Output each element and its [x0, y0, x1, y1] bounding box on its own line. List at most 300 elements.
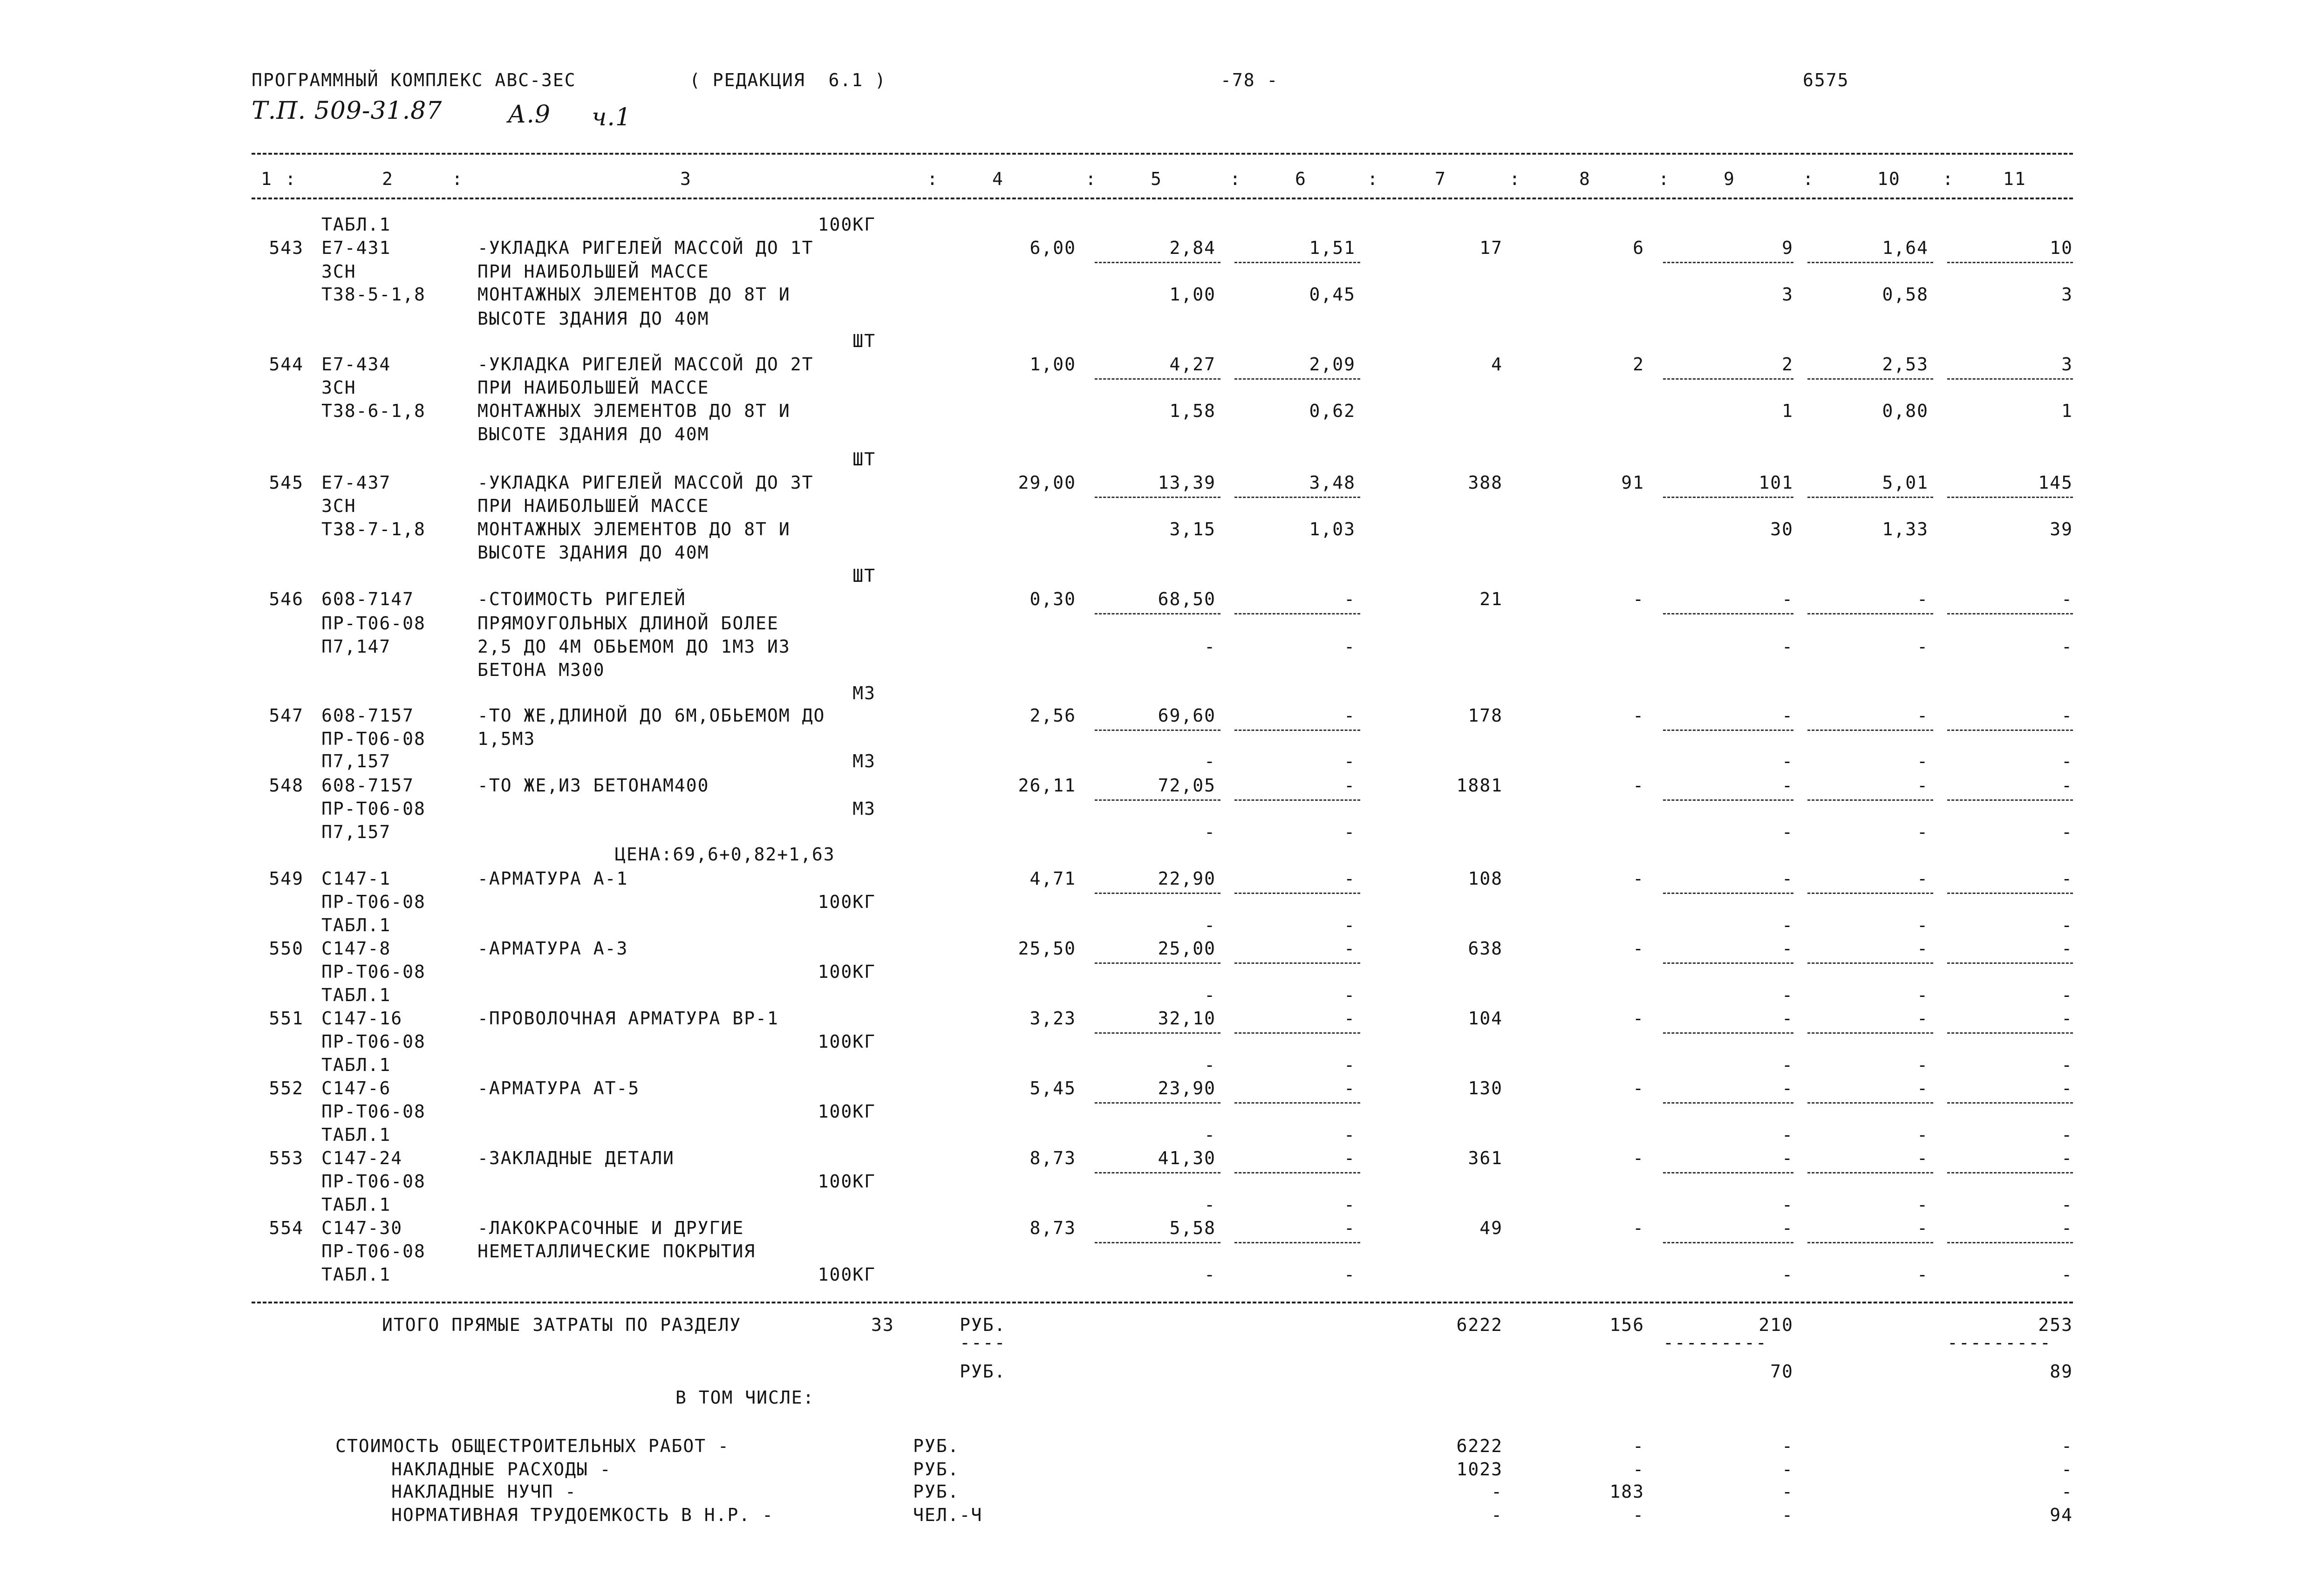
- handwritten-album: А.9: [508, 101, 551, 129]
- cell-c9: -: [1782, 751, 1793, 771]
- cell-c11: -: [2061, 1125, 2073, 1145]
- cell-c9: -: [1782, 775, 1793, 796]
- cell-c4: 26,11: [1018, 775, 1076, 796]
- cell-c10: -: [1917, 985, 1929, 1005]
- cell-c9: -: [1782, 1148, 1793, 1168]
- column-separator: :: [452, 169, 464, 189]
- cell-c4: 8,73: [1029, 1148, 1076, 1168]
- cell-code: 3СН: [321, 377, 356, 398]
- cell-desc: -ТО ЖЕ,ДЛИНОЙ ДО 6М,ОБЬЕМОМ ДО: [477, 705, 825, 726]
- cell-c7: 4: [1491, 354, 1503, 375]
- cell-unit: ШТ: [852, 331, 876, 351]
- subtotal-divider: [1663, 613, 1793, 614]
- subtotal-divider: [1234, 497, 1360, 498]
- cell-c5: 1,00: [1169, 284, 1216, 305]
- cell-c4: 3,23: [1029, 1008, 1076, 1029]
- subtotal-divider: [1947, 1172, 2073, 1173]
- column-header-5: 5: [1151, 169, 1162, 189]
- cell-c10: -: [1917, 1218, 1929, 1238]
- cell-unit: 100КГ: [818, 1031, 876, 1052]
- cell-unit: 100КГ: [818, 962, 876, 982]
- cell-c9: -: [1782, 1078, 1793, 1098]
- cell-c7: 1881: [1456, 775, 1503, 796]
- summary-col7: 1023: [1456, 1459, 1503, 1480]
- cell-c4: 25,50: [1018, 938, 1076, 959]
- subtotal-divider: [1234, 799, 1360, 801]
- cell-c9: -: [1782, 1125, 1793, 1145]
- subtotal-divider: [1807, 613, 1933, 614]
- cell-code: 3СН: [321, 496, 356, 516]
- cell-desc: -УКЛАДКА РИГЕЛЕЙ МАССОЙ ДО 1Т: [477, 238, 814, 258]
- cell-code: С147-16: [321, 1008, 403, 1029]
- cell-c5: 25,00: [1158, 938, 1216, 959]
- subtotal-divider: [1663, 1172, 1793, 1173]
- cell-no: 553: [269, 1148, 304, 1168]
- summary-label: НАКЛАДНЫЕ НУЧП -: [391, 1481, 577, 1502]
- cell-c8: 2: [1633, 354, 1644, 375]
- cell-c5: -: [1204, 1194, 1216, 1215]
- subtotal-divider: [1947, 378, 2073, 380]
- subtotal-divider: [1947, 262, 2073, 263]
- subtotal-divider: [1663, 497, 1793, 498]
- cell-c8: -: [1633, 1078, 1644, 1098]
- cell-c5: 5,58: [1169, 1218, 1216, 1238]
- cell-code: Е7-434: [321, 354, 391, 375]
- cell-c5: 1,58: [1169, 401, 1216, 421]
- cell-c11: -: [2061, 751, 2073, 771]
- subtotal-divider: [1807, 893, 1933, 894]
- cell-code: П7,157: [321, 751, 391, 771]
- cell-c6: -: [1344, 1078, 1356, 1098]
- cell-no: 548: [269, 775, 304, 796]
- column-header-6: 6: [1295, 169, 1307, 189]
- cell-c10: -: [1917, 1148, 1929, 1168]
- subtotal-divider: [1234, 378, 1360, 380]
- cell-code: Т38-7-1,8: [321, 519, 426, 539]
- cell-c11: -: [2061, 1078, 2073, 1098]
- cell-desc: -АРМАТУРА АТ-5: [477, 1078, 640, 1098]
- cell-code: ТАБЛ.1: [321, 1264, 391, 1285]
- subtotal-divider: [1947, 1102, 2073, 1104]
- cell-c8: 6: [1633, 238, 1644, 258]
- cell-code: ТАБЛ.1: [321, 1055, 391, 1075]
- column-separator: :: [1367, 169, 1379, 189]
- cell-c10: -: [1917, 915, 1929, 935]
- summary-unit: РУБ.: [913, 1436, 960, 1456]
- total-currency: РУБ.: [960, 1315, 1006, 1335]
- subtotal-divider: [1947, 1242, 2073, 1243]
- subtotal-divider: [1947, 799, 2073, 801]
- cell-c9: 30: [1770, 519, 1793, 539]
- summary-col9: -: [1782, 1505, 1793, 1525]
- cell-c11: -: [2061, 1194, 2073, 1215]
- cell-c5: -: [1204, 822, 1216, 842]
- total-currency-2: РУБ.: [960, 1361, 1006, 1382]
- cell-c11: -: [2061, 1008, 2073, 1029]
- summary-col8: -: [1633, 1505, 1644, 1525]
- subtotal-divider: [1947, 962, 2073, 964]
- total-col11: 253: [2038, 1315, 2073, 1335]
- cell-code: ПР-Т06-08: [321, 1171, 426, 1192]
- subtotal-divider: [1234, 1242, 1360, 1243]
- cell-c9: -: [1782, 1264, 1793, 1285]
- cell-unit: 100КГ: [818, 1171, 876, 1192]
- document-number: 6575: [1803, 70, 1849, 90]
- cell-c8: -: [1633, 589, 1644, 609]
- cell-code: ТАБЛ.1: [321, 1125, 391, 1145]
- subtotal-divider: [1663, 893, 1793, 894]
- cell-c5: 69,60: [1158, 705, 1216, 726]
- subtotal-divider: [1095, 1102, 1220, 1104]
- cell-no: 552: [269, 1078, 304, 1098]
- cell-desc: -УКЛАДКА РИГЕЛЕЙ МАССОЙ ДО 3Т: [477, 472, 814, 493]
- subtotal-divider: [1095, 613, 1220, 614]
- cell-c7: 130: [1468, 1078, 1503, 1098]
- cell-desc: -ЛАКОКРАСОЧНЫЕ И ДРУГИЕ: [477, 1218, 744, 1238]
- column-header-1: 1: [261, 169, 273, 189]
- cell-no: 547: [269, 705, 304, 726]
- cell-unit: М3: [852, 751, 876, 771]
- cell-c11: 1: [2061, 401, 2073, 421]
- cell-c4: 29,00: [1018, 472, 1076, 493]
- cell-c10: -: [1917, 1008, 1929, 1029]
- column-header-9: 9: [1724, 169, 1735, 189]
- cell-desc: МОНТАЖНЫХ ЭЛЕМЕНТОВ ДО 8Т И: [477, 519, 791, 539]
- cell-c6: -: [1344, 985, 1356, 1005]
- cell-code: ПР-Т06-08: [321, 1031, 426, 1052]
- cell-c11: -: [2061, 868, 2073, 889]
- summary-unit: ЧЕЛ.-Ч: [913, 1505, 983, 1525]
- cell-c6: -: [1344, 938, 1356, 959]
- cell-c9: -: [1782, 705, 1793, 726]
- cell-c6: -: [1344, 822, 1356, 842]
- cell-c5: -: [1204, 915, 1216, 935]
- summary-col8: -: [1633, 1436, 1644, 1456]
- cell-no: 551: [269, 1008, 304, 1029]
- cell-no: 545: [269, 472, 304, 493]
- cell-c9: -: [1782, 1008, 1793, 1029]
- cell-unit: М3: [852, 683, 876, 703]
- subtotal-divider: [1234, 1102, 1360, 1104]
- column-separator: :: [285, 169, 297, 189]
- cell-c11: -: [2061, 1264, 2073, 1285]
- subtotal-divider: [1807, 262, 1933, 263]
- cell-c10: 0,58: [1882, 284, 1929, 305]
- cell-c6: -: [1344, 751, 1356, 771]
- cell-code: ПР-Т06-08: [321, 613, 426, 634]
- cell-c4: 1,00: [1029, 354, 1076, 375]
- total-col7: 6222: [1456, 1315, 1503, 1335]
- cell-c11: 145: [2038, 472, 2073, 493]
- cell-code: 3СН: [321, 261, 356, 282]
- cell-c5: 41,30: [1158, 1148, 1216, 1168]
- summary-col7: -: [1491, 1481, 1503, 1502]
- total-col9: 210: [1759, 1315, 1793, 1335]
- cell-c11: -: [2061, 1218, 2073, 1238]
- cell-c5: 2,84: [1169, 238, 1216, 258]
- cell-c11: 39: [2050, 519, 2073, 539]
- column-header-11: 11: [2003, 169, 2026, 189]
- cell-c8: -: [1633, 938, 1644, 959]
- edition-label: ( РЕДАКЦИЯ 6.1 ): [689, 70, 886, 90]
- cell-c11: 10: [2050, 238, 2073, 258]
- cell-c9: -: [1782, 589, 1793, 609]
- subtotal-divider: [1947, 1032, 2073, 1034]
- cell-unit: 100КГ: [818, 1101, 876, 1122]
- cell-c6: -: [1344, 1194, 1356, 1215]
- cell-c4: 0,30: [1029, 589, 1076, 609]
- cell-code: ПР-Т06-08: [321, 1101, 426, 1122]
- summary-col9: -: [1782, 1481, 1793, 1502]
- cell-c8: -: [1633, 1218, 1644, 1238]
- cell-c8: -: [1633, 868, 1644, 889]
- cell-c9: 1: [1782, 401, 1793, 421]
- cell-c11: -: [2061, 705, 2073, 726]
- cell-c8: -: [1633, 1008, 1644, 1029]
- cell-c11: -: [2061, 589, 2073, 609]
- cell-c5: -: [1204, 1264, 1216, 1285]
- header-bottom-rule: [252, 198, 2073, 199]
- cell-c11: -: [2061, 1148, 2073, 1168]
- cell-desc: -ПРОВОЛОЧНАЯ АРМАТУРА ВР-1: [477, 1008, 779, 1029]
- cell-unit: 100КГ: [818, 214, 876, 235]
- cell-c9: -: [1782, 636, 1793, 657]
- column-separator: :: [1230, 169, 1241, 189]
- subtotal-divider: [1663, 730, 1793, 731]
- column-header-8: 8: [1579, 169, 1591, 189]
- cell-code: С147-1: [321, 868, 391, 889]
- summary-label: СТОИМОСТЬ ОБЩЕСТРОИТЕЛЬНЫХ РАБОТ -: [335, 1436, 729, 1456]
- cell-c9: -: [1782, 868, 1793, 889]
- subtotal-divider: [1234, 893, 1360, 894]
- column-separator: :: [1803, 169, 1814, 189]
- total-col11-b: 89: [2050, 1361, 2073, 1382]
- summary-col11: -: [2061, 1481, 2073, 1502]
- cell-c7: 108: [1468, 868, 1503, 889]
- cell-c9: -: [1782, 915, 1793, 935]
- cell-c10: -: [1917, 1264, 1929, 1285]
- column-separator: :: [1509, 169, 1521, 189]
- subtotal-divider: [1095, 1032, 1220, 1034]
- cell-c9: 2: [1782, 354, 1793, 375]
- cell-code: Т38-5-1,8: [321, 284, 426, 305]
- cell-desc: -УКЛАДКА РИГЕЛЕЙ МАССОЙ ДО 2Т: [477, 354, 814, 375]
- cell-c5: -: [1204, 1125, 1216, 1145]
- subtotal-divider: [1663, 962, 1793, 964]
- column-separator: :: [927, 169, 939, 189]
- subtotal-divider: [1807, 962, 1933, 964]
- subtotal-divider: [1807, 1242, 1933, 1243]
- cell-c10: -: [1917, 589, 1929, 609]
- cell-c7: 17: [1479, 238, 1503, 258]
- cell-c4: 5,45: [1029, 1078, 1076, 1098]
- cell-c5: -: [1204, 751, 1216, 771]
- cell-c5: 68,50: [1158, 589, 1216, 609]
- cell-c6: 0,62: [1309, 401, 1356, 421]
- price-formula: ЦЕНА:69,6+0,82+1,63: [615, 844, 835, 865]
- cell-c11: -: [2061, 1055, 2073, 1075]
- cell-c4: 2,56: [1029, 705, 1076, 726]
- cell-c5: 32,10: [1158, 1008, 1216, 1029]
- cell-c6: -: [1344, 915, 1356, 935]
- summary-label: НОРМАТИВНАЯ ТРУДОЕМКОСТЬ В Н.Р. -: [391, 1505, 774, 1525]
- cell-code: С147-24: [321, 1148, 403, 1168]
- summary-label: НАКЛАДНЫЕ РАСХОДЫ -: [391, 1459, 612, 1480]
- subtotal-divider: [1095, 730, 1220, 731]
- cell-desc: -АРМАТУРА А-3: [477, 938, 628, 959]
- handwritten-project-code: Т.П. 509-31.87: [252, 97, 443, 125]
- cell-c11: -: [2061, 938, 2073, 959]
- total-col8: 156: [1609, 1315, 1644, 1335]
- cell-c4: 6,00: [1029, 238, 1076, 258]
- cell-code: ПР-Т06-08: [321, 729, 426, 749]
- cell-c8: -: [1633, 705, 1644, 726]
- subtotal-divider: [1807, 1102, 1933, 1104]
- cell-no: 546: [269, 589, 304, 609]
- subtotal-divider: [1807, 378, 1933, 380]
- cell-c7: 638: [1468, 938, 1503, 959]
- cell-c10: -: [1917, 775, 1929, 796]
- cell-c10: -: [1917, 1125, 1929, 1145]
- cell-desc: НЕМЕТАЛЛИЧЕСКИЕ ПОКРЫТИЯ: [477, 1241, 756, 1262]
- cell-desc: МОНТАЖНЫХ ЭЛЕМЕНТОВ ДО 8Т И: [477, 401, 791, 421]
- cell-c10: -: [1917, 1055, 1929, 1075]
- cell-c10: -: [1917, 938, 1929, 959]
- cell-c7: 21: [1479, 589, 1503, 609]
- cell-c6: -: [1344, 1148, 1356, 1168]
- cell-code: ПР-Т06-08: [321, 892, 426, 912]
- subtotal-divider: [1095, 962, 1220, 964]
- column-header-3: 3: [680, 169, 692, 189]
- cell-unit: ШТ: [852, 566, 876, 586]
- cell-c9: -: [1782, 1218, 1793, 1238]
- cell-c5: 72,05: [1158, 775, 1216, 796]
- cell-code: С147-6: [321, 1078, 391, 1098]
- cell-c11: -: [2061, 985, 2073, 1005]
- subtotal-divider: [1095, 1172, 1220, 1173]
- cell-c5: -: [1204, 636, 1216, 657]
- cell-c10: -: [1917, 751, 1929, 771]
- cell-c10: 2,53: [1882, 354, 1929, 375]
- cell-no: 543: [269, 238, 304, 258]
- cell-code: ТАБЛ.1: [321, 1194, 391, 1215]
- cell-c8: -: [1633, 1148, 1644, 1168]
- cell-code: Е7-431: [321, 238, 391, 258]
- cell-c11: -: [2061, 775, 2073, 796]
- subtotal-divider: [1663, 799, 1793, 801]
- subtotal-divider: [1234, 962, 1360, 964]
- cell-c5: 3,15: [1169, 519, 1216, 539]
- cell-c10: 5,01: [1882, 472, 1929, 493]
- cell-c9: -: [1782, 1055, 1793, 1075]
- cell-code: ПР-Т06-08: [321, 962, 426, 982]
- cell-c6: 3,48: [1309, 472, 1356, 493]
- cell-c7: 388: [1468, 472, 1503, 493]
- cell-desc: -СТОИМОСТЬ РИГЕЛЕЙ: [477, 589, 686, 609]
- cell-desc: -ЗАКЛАДНЫЕ ДЕТАЛИ: [477, 1148, 675, 1168]
- cell-no: 554: [269, 1218, 304, 1238]
- subtotal-divider: [1947, 730, 2073, 731]
- cell-desc: ПРИ НАИБОЛЬШЕЙ МАССЕ: [477, 496, 709, 516]
- subtotal-divider: [1947, 497, 2073, 498]
- column-separator: :: [1943, 169, 1954, 189]
- cell-desc: МОНТАЖНЫХ ЭЛЕМЕНТОВ ДО 8Т И: [477, 284, 791, 305]
- cell-c6: -: [1344, 775, 1356, 796]
- cell-c11: 3: [2061, 354, 2073, 375]
- cell-code: П7,157: [321, 822, 391, 842]
- handwritten-part: ч.1: [592, 103, 631, 131]
- summary-col11: -: [2061, 1436, 2073, 1456]
- column-header-10: 10: [1877, 169, 1901, 189]
- cell-c5: 13,39: [1158, 472, 1216, 493]
- program-title: ПРОГРАММНЫЙ КОМПЛЕКС АВС-3ЕС: [252, 70, 576, 90]
- cell-desc: -АРМАТУРА А-1: [477, 868, 628, 889]
- summary-unit: РУБ.: [913, 1459, 960, 1480]
- cell-no: 544: [269, 354, 304, 375]
- subtotal-divider: [1807, 497, 1933, 498]
- column-header-2: 2: [382, 169, 394, 189]
- cell-c6: -: [1344, 1055, 1356, 1075]
- cell-c11: 3: [2061, 284, 2073, 305]
- subtotal-divider: [1095, 1242, 1220, 1243]
- cell-c7: 104: [1468, 1008, 1503, 1029]
- subtotal-divider: [1234, 1032, 1360, 1034]
- cell-c9: -: [1782, 1194, 1793, 1215]
- summary-col7: 6222: [1456, 1436, 1503, 1456]
- subtotal-divider: [1807, 799, 1933, 801]
- cell-unit: ШТ: [852, 449, 876, 470]
- cell-c10: 1,64: [1882, 238, 1929, 258]
- cell-c6: -: [1344, 636, 1356, 657]
- cell-c6: 1,03: [1309, 519, 1356, 539]
- cell-c7: 178: [1468, 705, 1503, 726]
- cell-c5: 23,90: [1158, 1078, 1216, 1098]
- cell-c6: 1,51: [1309, 238, 1356, 258]
- cell-c10: -: [1917, 705, 1929, 726]
- cell-c6: -: [1344, 868, 1356, 889]
- subtotal-divider: [1095, 893, 1220, 894]
- cell-code: ПР-Т06-08: [321, 1241, 426, 1262]
- cell-desc: БЕТОНА М300: [477, 660, 605, 680]
- cell-c6: -: [1344, 705, 1356, 726]
- cell-c10: -: [1917, 1194, 1929, 1215]
- cell-desc: ПРИ НАИБОЛЬШЕЙ МАССЕ: [477, 377, 709, 398]
- total-rule: [252, 1302, 2073, 1303]
- cell-c9: 101: [1759, 472, 1793, 493]
- header-top-rule: [252, 153, 2073, 155]
- total-section-number: 33: [871, 1315, 894, 1335]
- cell-c9: 9: [1782, 238, 1793, 258]
- summary-col7: -: [1491, 1505, 1503, 1525]
- cell-c8: -: [1633, 775, 1644, 796]
- summary-col8: 183: [1609, 1481, 1644, 1502]
- cell-no: 550: [269, 938, 304, 959]
- cell-desc: ВЫСОТЕ ЗДАНИЯ ДО 40М: [477, 542, 709, 563]
- subtotal-divider: [1663, 1242, 1793, 1243]
- subtotal-divider: [1947, 893, 2073, 894]
- summary-col9: -: [1782, 1459, 1793, 1480]
- cell-desc: ПРИ НАИБОЛЬШЕЙ МАССЕ: [477, 261, 709, 282]
- subtotal-divider: [1663, 262, 1793, 263]
- cell-code: Е7-437: [321, 472, 391, 493]
- cell-desc: -ТО ЖЕ,ИЗ БЕТОНАМ400: [477, 775, 709, 796]
- subtotal-divider: [1663, 378, 1793, 380]
- cell-code: Т38-6-1,8: [321, 401, 426, 421]
- cell-c9: -: [1782, 938, 1793, 959]
- cell-c6: -: [1344, 1125, 1356, 1145]
- summary-col11: 94: [2050, 1505, 2073, 1525]
- cell-unit: 100КГ: [818, 892, 876, 912]
